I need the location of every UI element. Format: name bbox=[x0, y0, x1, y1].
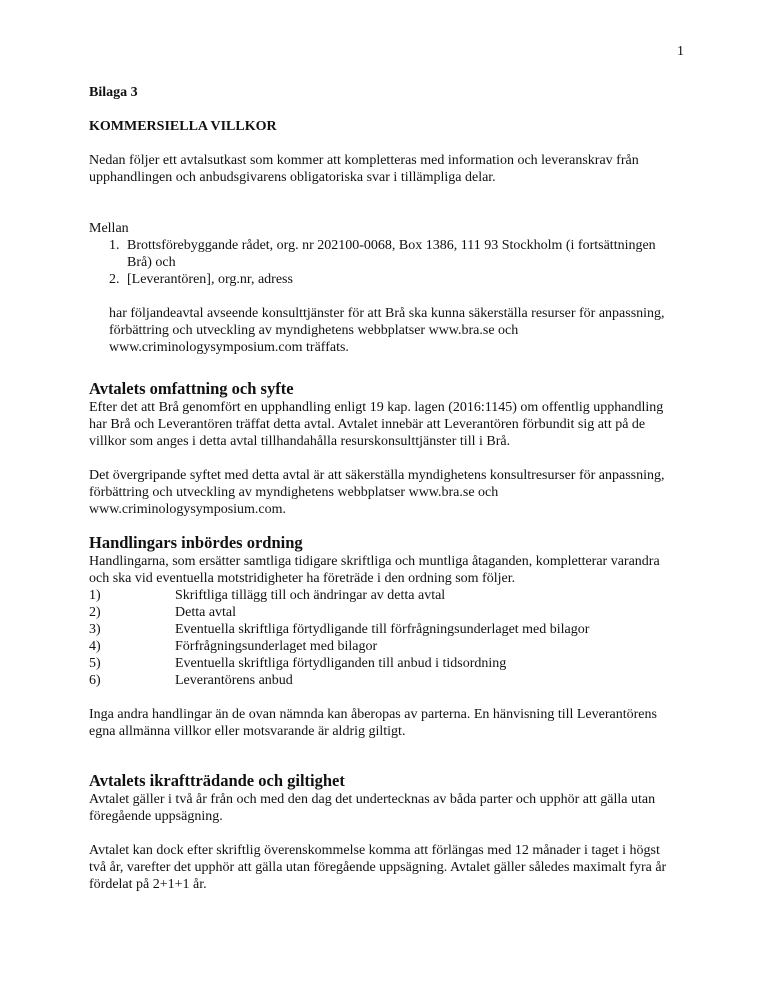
party-item bbox=[89, 271, 679, 288]
order-item bbox=[89, 672, 679, 689]
order-intro: Handlingarna, som ersätter samtliga tidigare skriftliga och muntliga åtaganden, kompletterar varandra och ska vid eventuella motstridigheter ha företräde i den ordning som följer. bbox=[89, 554, 660, 586]
order-number: 5) bbox=[89, 656, 101, 671]
page-number: 1 bbox=[677, 44, 684, 59]
order-item bbox=[89, 638, 679, 655]
party-text: Brottsförebyggande rådet, org. nr 202100-0068, Box 1386, 111 93 Stockholm (i fortsättningen Brå) och bbox=[127, 238, 656, 270]
validity-paragraph-2: Avtalet kan dock efter skriftlig överenskommelse komma att förlängas med 12 månader i taget i högst två år, varefter det upphör att gälla utan föregående uppsägning. Avtalet gäller således maximalt fyra år fördelat på 2+1+1 år. bbox=[89, 843, 667, 892]
parties-list bbox=[89, 237, 679, 288]
order-number: 6) bbox=[89, 673, 101, 688]
order-text: Leverantörens anbud bbox=[175, 673, 293, 688]
section-heading-validity: Avtalets ikraftträdande och giltighet bbox=[89, 771, 345, 790]
validity-paragraph-1: Avtalet gäller i två år från och med den dag det undertecknas av båda parter och upphör att gälla utan föregående uppsägning. bbox=[89, 792, 656, 824]
party-item bbox=[89, 237, 679, 271]
section-heading-scope: Avtalets omfattning och syfte bbox=[89, 379, 294, 398]
order-closing: Inga andra handlingar än de ovan nämnda kan åberopas av parterna. En hänvisning till Leverantörens egna allmänna villkor eller motsvarande är aldrig giltigt. bbox=[89, 707, 657, 739]
attachment-label: Bilaga 3 bbox=[89, 85, 138, 100]
order-number: 4) bbox=[89, 639, 101, 654]
agreement-paragraph: har följandeavtal avseende konsulttjänster för att Brå ska kunna säkerställa resurser för anpassning, förbättring och utveckling av myndighetens webbplatser www.bra.se och www.criminologysymposium.com träffats. bbox=[109, 306, 665, 355]
party-number: 1. bbox=[109, 238, 120, 253]
section-heading-order: Handlingars inbördes ordning bbox=[89, 533, 303, 552]
order-text: Eventuella skriftliga förtydligande till förfrågningsunderlaget med bilagor bbox=[175, 622, 590, 637]
order-text: Skriftliga tillägg till och ändringar av detta avtal bbox=[175, 588, 446, 603]
party-number: 2. bbox=[109, 272, 120, 287]
document-body bbox=[89, 84, 679, 893]
scope-paragraph-1: Efter det att Brå genomfört en upphandling enligt 19 kap. lagen (2016:1145) om offentlig upphandling har Brå och Leverantören träffat detta avtal. Avtalet innebär att Leverantören förbundit sig att på de villkor som anges i detta avtal tillhandahålla resurskonsulttjänster till i Brå. bbox=[89, 400, 664, 449]
between-label: Mellan bbox=[89, 221, 129, 236]
order-list bbox=[89, 587, 679, 689]
order-text: Förfrågningsunderlaget med bilagor bbox=[175, 639, 378, 654]
scope-paragraph-2: Det övergripande syftet med detta avtal är att säkerställa myndighetens konsultresurser för anpassning, förbättring och utveckling av myndighetens webbplatser www.bra.se och www.criminologysymposium.com. bbox=[89, 468, 665, 517]
order-item bbox=[89, 604, 679, 621]
order-item bbox=[89, 587, 679, 604]
party-text: [Leverantören], org.nr, adress bbox=[127, 272, 293, 287]
intro-paragraph: Nedan följer ett avtalsutkast som kommer att kompletteras med information och leveranskrav från upphandlingen och anbudsgivarens obligatoriska svar i tillämpliga delar. bbox=[89, 153, 639, 185]
order-text: Eventuella skriftliga förtydliganden till anbud i tidsordning bbox=[175, 656, 507, 671]
order-number: 1) bbox=[89, 588, 101, 603]
order-text: Detta avtal bbox=[175, 605, 237, 620]
order-number: 3) bbox=[89, 622, 101, 637]
order-item bbox=[89, 655, 679, 672]
order-item bbox=[89, 621, 679, 638]
order-number: 2) bbox=[89, 605, 101, 620]
document-title: KOMMERSIELLA VILLKOR bbox=[89, 119, 277, 134]
